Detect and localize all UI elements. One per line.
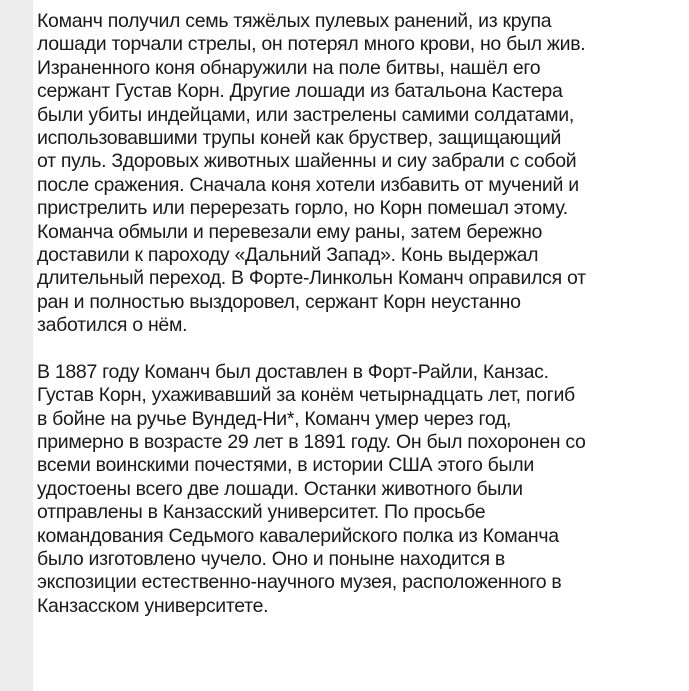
text-line: заботился о нём.	[37, 314, 188, 337]
text-line: В 1887 году Команч был доставлен в Форт-Райли, Канзас.	[37, 360, 549, 383]
text-line: ран и полностью выздоровел, сержант Корн неустанно	[37, 290, 521, 313]
text-line: Команча обмыли и перевезали ему раны, затем бережно	[37, 220, 543, 243]
text-line: сержант Густав Корн. Другие лошади из батальона Кастера	[37, 80, 563, 103]
text-line: лошади торчали стрелы, он потерял много крови, но был жив.	[37, 33, 586, 56]
text-line: использовавшими трупы коней как бруствер, защищающий	[37, 127, 562, 150]
text-line: от пуль. Здоровых животных шайенны и сиу забрали с собой	[37, 150, 577, 173]
text-line: всеми воинскими почестями, в истории США этого были	[37, 454, 534, 477]
text-line: отправлены в Канзасский университет. По просьбе	[37, 501, 486, 524]
text-line: доставили к пароходу «Дальний Запад». Конь выдержал	[37, 244, 539, 267]
text-line: Канзасском университете.	[37, 594, 269, 617]
text-line: были убиты индейцами, или застрелены самими солдатами,	[37, 103, 574, 126]
text-line: после сражения. Сначала коня хотели избавить от мучений и	[37, 173, 579, 196]
text-line: в бойне на ручье Вундед-Ни*, Команч умер через год,	[37, 407, 512, 430]
article-body	[37, 10, 687, 618]
text-line: Израненного коня обнаружили на поле битвы, нашёл его	[37, 56, 541, 79]
text-line: пристрелить или перерезать горло, но Корн помешал этому.	[37, 197, 568, 220]
text-line: Густав Корн, ухаживавший за конём четырнадцать лет, погиб	[37, 384, 575, 407]
text-line: экспозиции естественно-научного музея, расположенного в	[37, 571, 562, 594]
text-line: длительный переход. В Форте-Линкольн Команч оправился от	[37, 267, 586, 290]
text-line: командования Седьмого кавалерийского полка из Команча	[37, 524, 559, 547]
paragraph	[37, 10, 687, 338]
paragraph	[37, 361, 687, 618]
text-line: Команч получил семь тяжёлых пулевых ранений, из крупа	[37, 10, 552, 32]
text-line: удостоены всего две лошади. Останки животного были	[37, 477, 523, 500]
text-line: было изготовлено чучело. Оно и поныне находится в	[37, 547, 505, 570]
left-margin-strip	[0, 0, 33, 691]
text-line: примерно в возрасте 29 лет в 1891 году. Он был похоронен со	[37, 430, 586, 453]
